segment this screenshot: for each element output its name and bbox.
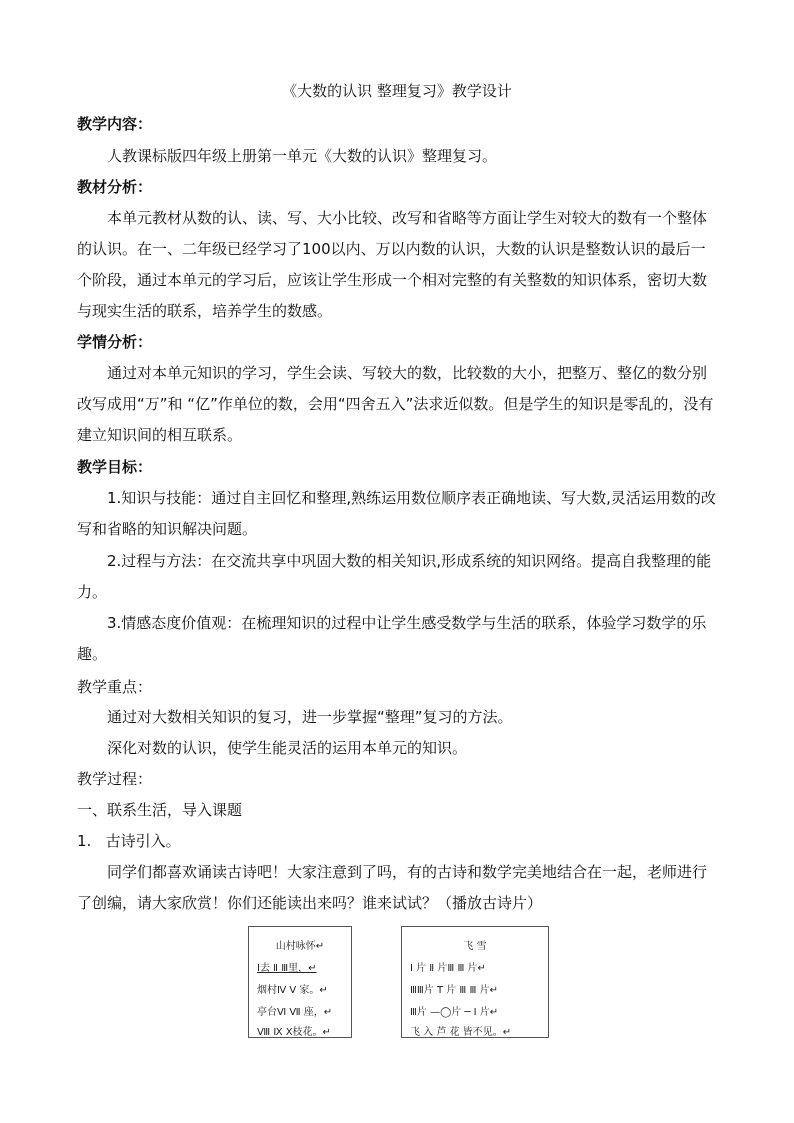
- student-analysis-paragraph: 通过对本单元知识的学习，学生会读、写较大的数，比较数的大小，把整万、整亿的数分别改写成用“万”和 “亿”作单位的数，会用“四舍五入”法求近似数。但是学生的知识是零乱的，没有建立知识间的相互联系。: [77, 364, 714, 444]
- poem-line: Ⅰ去 Ⅱ Ⅲ里，↵: [257, 963, 317, 974]
- poem-line: 烟村Ⅳ Ⅴ 家。↵: [257, 985, 328, 996]
- step1-paragraph: 同学们都喜欢诵读古诗吧！大家注意到了吗，有的古诗和数学完美地结合在一起，老师进行了创编，请大家欣赏！你们还能读出来吗？谁来试试？（播放古诗片）: [77, 863, 708, 912]
- section-heading-material-analysis: 教材分析：: [77, 178, 153, 196]
- poem-title: 飞 雪: [463, 941, 487, 952]
- section-heading-content: 教学内容：: [77, 115, 153, 133]
- document-title: 《大数的认识 整理复习》教学设计: [282, 82, 512, 100]
- section-heading-student-analysis: 学情分析：: [77, 333, 153, 351]
- process-heading: 教学过程：: [77, 770, 153, 788]
- poem-line: 飞 入 芦 花 皆不见。↵: [410, 1027, 512, 1038]
- section-heading-objectives: 教学目标：: [77, 458, 153, 476]
- poem-card-mountain-village: [248, 926, 352, 1038]
- poem-title: 山村咏怀↵: [275, 941, 325, 952]
- poem-line: ⅢⅢ片 T 片 Ⅲ Ⅲ 片↵: [410, 985, 498, 996]
- objective-process: 2.过程与方法：在交流共享中巩固大数的相关知识,形成系统的知识网络。提高自我整理的能力。: [77, 552, 712, 601]
- key-point-2: 深化对数的认识，使学生能灵活的运用本单元的知识。: [107, 739, 468, 757]
- objective-knowledge: 1.知识与技能：通过自主回忆和整理,熟练运用数位顺序表正确地读、写大数,灵活运用数的改写和省略的知识解决问题。: [77, 489, 716, 538]
- material-analysis-paragraph: 本单元教材从数的认、读、写、大小比较、改写和省略等方面让学生对较大的数有一个整体的认识。在一、二年级已经学习了100以内、万以内数的认识，大数的认识是整数认识的最后一个阶段，通过本单元的学习后，应该让学生形成一个相对完整的有关整数的知识体系，密切大数与现实生活的联系，培养学生的数感。: [77, 209, 708, 320]
- poem-line: Ⅷ Ⅸ Ⅹ枝花。↵: [257, 1027, 331, 1038]
- poem-line: 亭台Ⅵ Ⅶ 座，↵: [257, 1007, 333, 1018]
- poem-line: Ⅰ 片 Ⅱ 片Ⅲ Ⅲ 片↵: [410, 963, 486, 974]
- poem-line: Ⅲ片 —◯片 ─ Ⅰ 片↵: [410, 1007, 499, 1018]
- objective-attitude: 3.情感态度价值观：在梳理知识的过程中让学生感受数学与生活的联系，体验学习数学的乐趣。: [77, 614, 707, 663]
- poem-card-flying-snow: [401, 926, 549, 1038]
- step1-heading: 一、联系生活，导入课题: [77, 801, 243, 819]
- content-paragraph: 人教课标版四年级上册第一单元《大数的认识》整理复习。: [107, 147, 498, 165]
- section-heading-key-points: 教学重点：: [77, 678, 153, 696]
- step1-item: 1. 古诗引入。: [77, 832, 181, 850]
- key-point-1: 通过对大数相关知识的复习，进一步掌握“整理”复习的方法。: [107, 708, 513, 726]
